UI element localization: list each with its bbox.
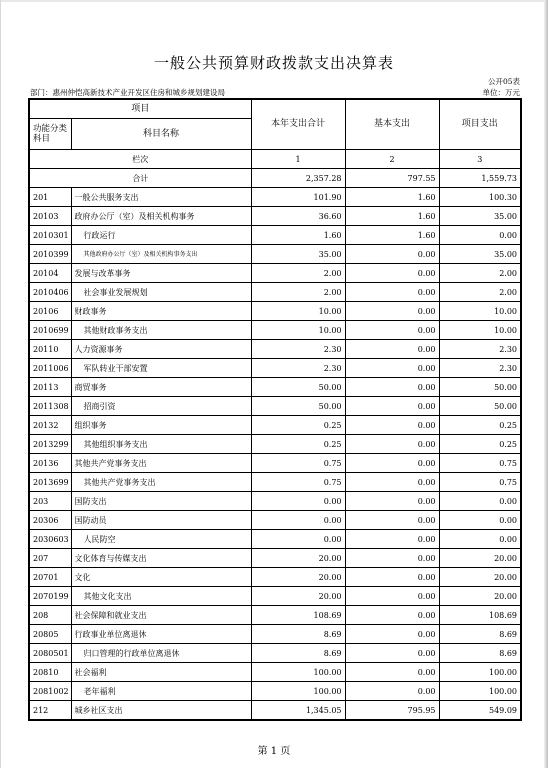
row-basic: 1.60: [345, 226, 439, 245]
row-basic: 0.00: [345, 283, 439, 302]
row-project: 8.69: [439, 644, 521, 663]
table-row: [29, 511, 521, 530]
row-total: 20.00: [251, 587, 345, 606]
row-total: 101.90: [251, 188, 345, 207]
row-code: 20701: [29, 568, 71, 587]
row-basic: 0.00: [345, 682, 439, 701]
row-basic: 0.00: [345, 530, 439, 549]
row-code: 2010399: [29, 245, 71, 264]
table-row: [29, 435, 521, 454]
page-title: 一般公共预算财政拨款支出决算表: [153, 54, 394, 72]
row-name: 其他共产党事务支出: [71, 454, 251, 473]
row-total: 0.25: [251, 435, 345, 454]
row-code: 2011006: [29, 359, 71, 378]
row-total: 50.00: [251, 378, 345, 397]
row-name: 其他组织事务支出: [71, 435, 251, 454]
header-item: 项目: [29, 99, 251, 119]
row-total: 2.30: [251, 340, 345, 359]
page-top-edge: [0, 0, 548, 2]
row-total: 1,345.05: [251, 701, 345, 721]
row-basic: 0.00: [345, 454, 439, 473]
row-code: 20110: [29, 340, 71, 359]
row-project: 2.30: [439, 359, 521, 378]
row-project: 10.00: [439, 302, 521, 321]
row-code: 2013699: [29, 473, 71, 492]
row-total: 0.00: [251, 492, 345, 511]
table-row: [29, 568, 521, 587]
row-name: 文化: [71, 568, 251, 587]
row-project: 100.00: [439, 682, 521, 701]
row-name: 社会保障和就业支出: [71, 606, 251, 625]
row-name: 国防支出: [71, 492, 251, 511]
row-project: 20.00: [439, 549, 521, 568]
row-name: 军队转业干部安置: [71, 359, 251, 378]
row-total: 8.69: [251, 644, 345, 663]
row-total: 0.00: [251, 530, 345, 549]
header-func-code: 功能分类科目: [29, 119, 71, 150]
header-total: 本年支出合计: [251, 99, 345, 150]
row-name: 招商引资: [71, 397, 251, 416]
row-code: 20132: [29, 416, 71, 435]
row-code: 2081002: [29, 682, 71, 701]
department-label: 部门：惠州仲恺高新技术产业开发区住房和城乡规划建设局: [30, 88, 225, 97]
row-basic: 1.60: [345, 188, 439, 207]
row-project: 549.09: [439, 701, 521, 721]
row-total: 0.00: [251, 511, 345, 530]
row-project: 0.00: [439, 492, 521, 511]
table-row: [29, 283, 521, 302]
row-total: 36.60: [251, 207, 345, 226]
row-project: 35.00: [439, 207, 521, 226]
row-name: 老年福利: [71, 682, 251, 701]
row-basic: 0.00: [345, 321, 439, 340]
row-code: 2013299: [29, 435, 71, 454]
row-total: 50.00: [251, 397, 345, 416]
row-name: 发展与改革事务: [71, 264, 251, 283]
row-project: 0.75: [439, 454, 521, 473]
table-row: [29, 587, 521, 606]
table-row: [29, 454, 521, 473]
row-name: 归口管理的行政单位离退休: [71, 644, 251, 663]
row-project: 20.00: [439, 587, 521, 606]
table-row: [29, 663, 521, 682]
row-code: 203: [29, 492, 71, 511]
form-number: 公开05表: [487, 77, 520, 86]
table-row: [29, 625, 521, 644]
row-total: 0.75: [251, 454, 345, 473]
row-total: 10.00: [251, 302, 345, 321]
sum-row: [29, 169, 521, 188]
row-name: 社会事业发展规划: [71, 283, 251, 302]
row-basic: 0.00: [345, 549, 439, 568]
table-row: [29, 264, 521, 283]
sum-basic: 797.55: [345, 169, 439, 188]
row-code: 20810: [29, 663, 71, 682]
row-total: 8.69: [251, 625, 345, 644]
table-row: [29, 245, 521, 264]
table-row: [29, 359, 521, 378]
page-number: 第 1 页: [257, 746, 291, 757]
row-basic: 0.00: [345, 625, 439, 644]
row-total: 2.00: [251, 283, 345, 302]
row-project: 8.69: [439, 625, 521, 644]
row-code: 2010699: [29, 321, 71, 340]
row-name: 其他政府办公厅（室）及相关机构事务支出: [71, 245, 251, 264]
row-project: 20.00: [439, 568, 521, 587]
row-name: 其他共产党事务支出: [71, 473, 251, 492]
row-basic: 0.00: [345, 587, 439, 606]
row-name: 城乡社区支出: [71, 701, 251, 721]
row-basic: 1.60: [345, 207, 439, 226]
row-name: 组织事务: [71, 416, 251, 435]
header-project: 项目支出: [439, 99, 521, 150]
row-basic: 0.00: [345, 644, 439, 663]
row-basic: 0.00: [345, 397, 439, 416]
row-total: 20.00: [251, 549, 345, 568]
row-code: 201: [29, 188, 71, 207]
row-project: 0.00: [439, 530, 521, 549]
row-project: 0.25: [439, 416, 521, 435]
row-code: 2010406: [29, 283, 71, 302]
row-project: 100.30: [439, 188, 521, 207]
row-code: 208: [29, 606, 71, 625]
row-total: 108.69: [251, 606, 345, 625]
row-code: 212: [29, 701, 71, 721]
row-project: 0.25: [439, 435, 521, 454]
row-name: 行政运行: [71, 226, 251, 245]
col-num-3: 3: [439, 150, 521, 169]
table-row: [29, 549, 521, 568]
row-total: 100.00: [251, 682, 345, 701]
row-total: 100.00: [251, 663, 345, 682]
column-index-row: [29, 150, 521, 169]
row-basic: 0.00: [345, 663, 439, 682]
row-project: 2.00: [439, 264, 521, 283]
row-basic: 0.00: [345, 378, 439, 397]
table-row: [29, 340, 521, 359]
row-code: 20103: [29, 207, 71, 226]
row-total: 1.60: [251, 226, 345, 245]
row-code: 2011308: [29, 397, 71, 416]
row-basic: 0.00: [345, 473, 439, 492]
row-code: 2070199: [29, 587, 71, 606]
row-total: 0.75: [251, 473, 345, 492]
row-basic: 0.00: [345, 340, 439, 359]
row-total: 35.00: [251, 245, 345, 264]
table-row: [29, 207, 521, 226]
row-name: 国防动员: [71, 511, 251, 530]
row-total: 2.00: [251, 264, 345, 283]
row-project: 108.69: [439, 606, 521, 625]
table-row: [29, 701, 521, 721]
row-total: 0.25: [251, 416, 345, 435]
row-project: 2.30: [439, 340, 521, 359]
table-row: [29, 188, 521, 207]
table-row: [29, 473, 521, 492]
row-code: 20306: [29, 511, 71, 530]
row-basic: 0.00: [345, 416, 439, 435]
row-basic: 0.00: [345, 359, 439, 378]
row-code: 20113: [29, 378, 71, 397]
row-project: 0.75: [439, 473, 521, 492]
row-name: 人民防空: [71, 530, 251, 549]
unit-label: 单位：万元: [482, 88, 520, 97]
table-row: [29, 644, 521, 663]
row-basic: 0.00: [345, 511, 439, 530]
row-basic: 0.00: [345, 568, 439, 587]
col-num-1: 1: [251, 150, 345, 169]
row-project: 10.00: [439, 321, 521, 340]
table-row: [29, 378, 521, 397]
row-project: 35.00: [439, 245, 521, 264]
row-project: 0.00: [439, 226, 521, 245]
row-name: 财政事务: [71, 302, 251, 321]
header-row-1: [29, 99, 521, 119]
row-project: 50.00: [439, 397, 521, 416]
row-total: 20.00: [251, 568, 345, 587]
row-project: 0.00: [439, 511, 521, 530]
page-left-edge: [0, 0, 1, 768]
expenditure-table: [28, 98, 522, 721]
row-code: 20136: [29, 454, 71, 473]
table-row: [29, 416, 521, 435]
row-basic: 0.00: [345, 435, 439, 454]
header-basic: 基本支出: [345, 99, 439, 150]
row-code: 207: [29, 549, 71, 568]
row-code: 2010301: [29, 226, 71, 245]
table-row: [29, 492, 521, 511]
row-name: 文化体育与传媒支出: [71, 549, 251, 568]
table-row: [29, 606, 521, 625]
row-name: 人力资源事务: [71, 340, 251, 359]
table-row: [29, 530, 521, 549]
table-row: [29, 302, 521, 321]
row-name: 社会福利: [71, 663, 251, 682]
row-basic: 795.95: [345, 701, 439, 721]
row-label: 栏次: [29, 150, 251, 169]
col-num-2: 2: [345, 150, 439, 169]
row-name: 一般公共服务支出: [71, 188, 251, 207]
row-basic: 0.00: [345, 245, 439, 264]
row-project: 100.00: [439, 663, 521, 682]
row-basic: 0.00: [345, 606, 439, 625]
sum-total: 2,357.28: [251, 169, 345, 188]
row-name: 其他文化支出: [71, 587, 251, 606]
header-subject-name: 科目名称: [71, 119, 251, 150]
row-code: 2080501: [29, 644, 71, 663]
row-basic: 0.00: [345, 492, 439, 511]
row-total: 2.30: [251, 359, 345, 378]
table-row: [29, 226, 521, 245]
page-right-edge: [544, 0, 548, 768]
row-name: 商贸事务: [71, 378, 251, 397]
row-project: 50.00: [439, 378, 521, 397]
row-code: 2030603: [29, 530, 71, 549]
row-name: 行政事业单位离退休: [71, 625, 251, 644]
table-row: [29, 321, 521, 340]
row-basic: 0.00: [345, 302, 439, 321]
row-code: 20104: [29, 264, 71, 283]
table-row: [29, 397, 521, 416]
row-basic: 0.00: [345, 264, 439, 283]
row-name: 政府办公厅（室）及相关机构事务: [71, 207, 251, 226]
row-code: 20805: [29, 625, 71, 644]
sum-project: 1,559.73: [439, 169, 521, 188]
table-row: [29, 682, 521, 701]
row-code: 20106: [29, 302, 71, 321]
sum-label: 合计: [29, 169, 251, 188]
row-name: 其他财政事务支出: [71, 321, 251, 340]
row-total: 10.00: [251, 321, 345, 340]
row-project: 2.00: [439, 283, 521, 302]
